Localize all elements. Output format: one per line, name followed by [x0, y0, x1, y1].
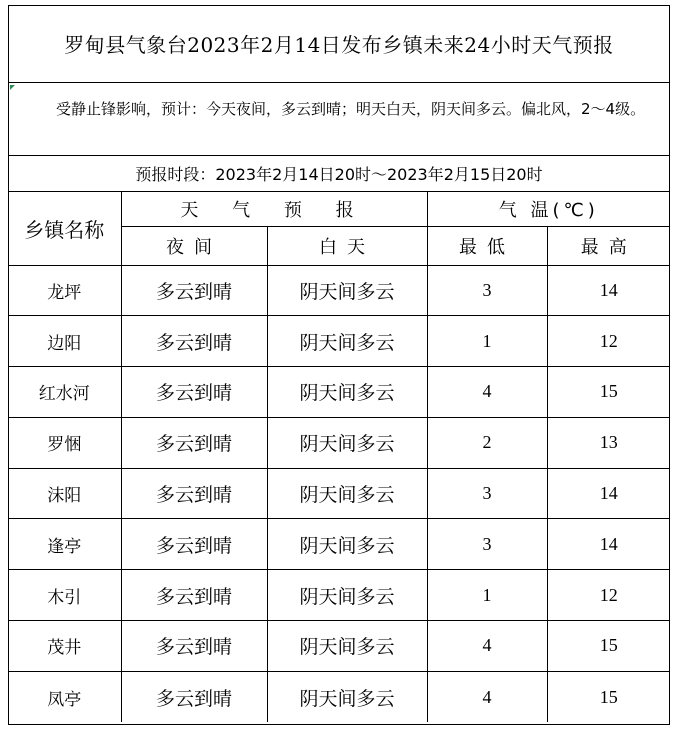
cell-night-weather: 多云到晴 — [121, 468, 267, 519]
cell-town: 红水河 — [8, 367, 121, 418]
cell-max-temp: 15 — [547, 621, 670, 672]
cell-min-temp: 2 — [427, 417, 547, 468]
cell-town: 罗悃 — [8, 417, 121, 468]
cell-day-weather: 阴天间多云 — [267, 316, 427, 367]
cell-max-temp: 12 — [547, 570, 670, 621]
cell-min-temp: 3 — [427, 468, 547, 519]
cell-min-temp: 3 — [427, 265, 547, 316]
cell-min-temp: 3 — [427, 519, 547, 570]
cell-min-temp: 4 — [427, 671, 547, 722]
header-night: 夜间 — [121, 226, 267, 265]
forecast-period: 预报时段：2023年2月14日20时～2023年2月15日20时 — [8, 156, 670, 192]
header-day: 白天 — [267, 226, 427, 265]
cell-night-weather: 多云到晴 — [121, 316, 267, 367]
cell-night-weather: 多云到晴 — [121, 265, 267, 316]
cell-town: 茂井 — [8, 621, 121, 672]
cell-day-weather: 阴天间多云 — [267, 570, 427, 621]
header-min: 最低 — [427, 226, 547, 265]
corner-marker-icon — [10, 85, 15, 90]
cell-max-temp: 15 — [547, 367, 670, 418]
cell-town: 凤亭 — [8, 671, 121, 722]
cell-max-temp: 15 — [547, 671, 670, 722]
header-town-name: 乡镇名称 — [8, 192, 121, 265]
cell-day-weather: 阴天间多云 — [267, 265, 427, 316]
cell-night-weather: 多云到晴 — [121, 570, 267, 621]
cell-day-weather: 阴天间多云 — [267, 417, 427, 468]
table-row — [8, 621, 670, 672]
cell-night-weather: 多云到晴 — [121, 367, 267, 418]
header-max: 最高 — [547, 226, 670, 265]
cell-min-temp: 4 — [427, 621, 547, 672]
table-row — [8, 417, 670, 468]
table-row — [8, 367, 670, 418]
cell-night-weather: 多云到晴 — [121, 519, 267, 570]
cell-min-temp: 4 — [427, 367, 547, 418]
cell-day-weather: 阴天间多云 — [267, 671, 427, 722]
cell-night-weather: 多云到晴 — [121, 671, 267, 722]
cell-day-weather: 阴天间多云 — [267, 367, 427, 418]
cell-day-weather: 阴天间多云 — [267, 468, 427, 519]
cell-max-temp: 12 — [547, 316, 670, 367]
table-row — [8, 671, 670, 722]
page-title: 罗甸县气象台2023年2月14日发布乡镇未来24小时天气预报 — [8, 5, 670, 83]
forecast-summary — [8, 83, 670, 156]
cell-town: 逢亭 — [8, 519, 121, 570]
header-row-group — [8, 192, 670, 226]
cell-min-temp: 1 — [427, 316, 547, 367]
cell-max-temp: 14 — [547, 519, 670, 570]
cell-day-weather: 阴天间多云 — [267, 621, 427, 672]
cell-min-temp: 1 — [427, 570, 547, 621]
table-row — [8, 316, 670, 367]
forecast-table — [8, 192, 670, 722]
header-forecast-group: 天 气 预 报 — [121, 192, 427, 226]
cell-night-weather: 多云到晴 — [121, 621, 267, 672]
cell-town: 沫阳 — [8, 468, 121, 519]
table-row — [8, 468, 670, 519]
table-row — [8, 265, 670, 316]
cell-max-temp: 13 — [547, 417, 670, 468]
forecast-summary-text: 受静止锋影响，预计：今天夜间，多云到晴；明天白天，阴天间多云。偏北风，2～4级。 — [56, 100, 646, 118]
cell-town: 木引 — [8, 570, 121, 621]
header-temperature-group: 气 温(℃) — [427, 192, 670, 226]
cell-max-temp: 14 — [547, 265, 670, 316]
cell-town: 龙坪 — [8, 265, 121, 316]
table-row — [8, 519, 670, 570]
cell-day-weather: 阴天间多云 — [267, 519, 427, 570]
cell-max-temp: 14 — [547, 468, 670, 519]
cell-town: 边阳 — [8, 316, 121, 367]
table-row — [8, 570, 670, 621]
cell-night-weather: 多云到晴 — [121, 417, 267, 468]
